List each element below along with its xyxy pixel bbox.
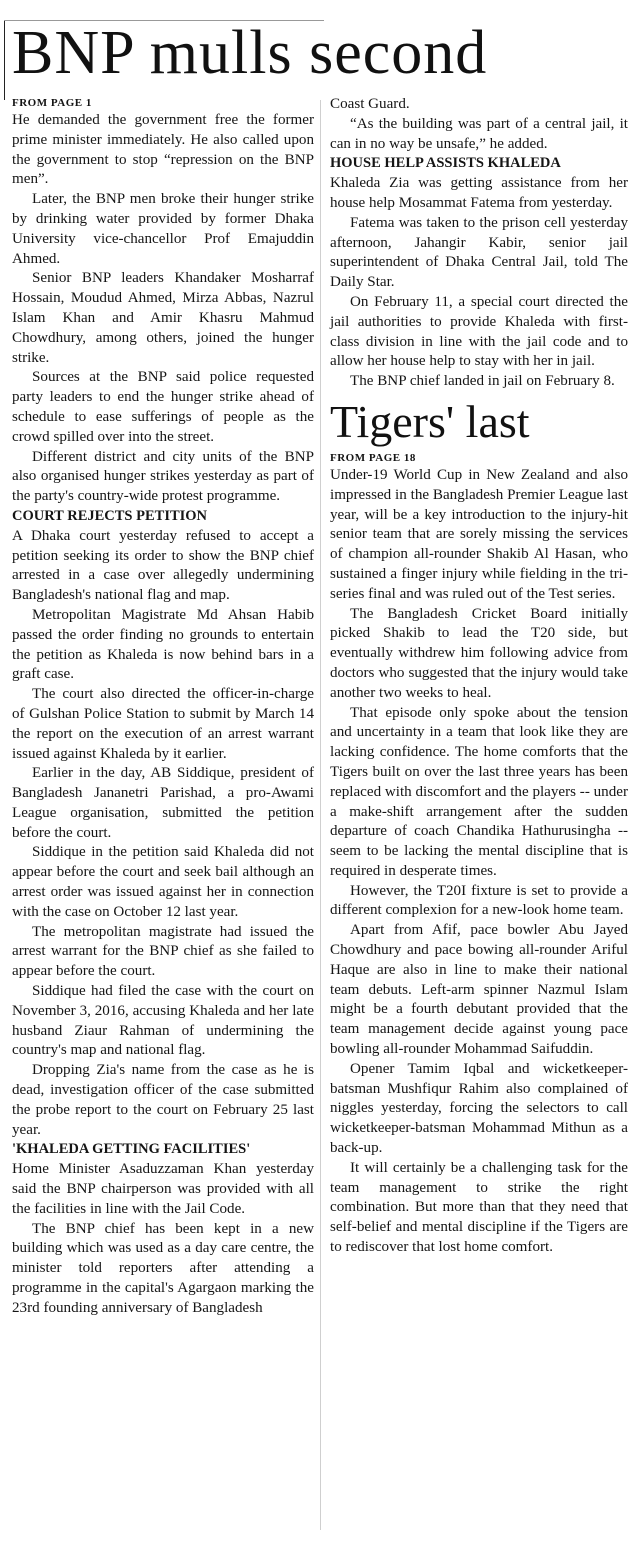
subheading: 'KHALEDA GETTING FACILITIES' [12,1141,251,1158]
paragraph: Fatema was taken to the prison cell yesterday afternoon, Jahangir Kabir, senior jail superintendent of Dhaka Central Jail, told The Daily Star. [330,214,628,291]
paragraph: Home Minister Asaduzzaman Khan yesterday said the BNP chairperson was provided with all the facilities in line with the Jail Code. [12,1161,314,1217]
paragraph: Siddique in the petition said Khaleda did not appear before the court and seek bail although an arrest order was issued against her in connection with the case on October 12 last year. [12,844,314,920]
paragraph: Khaleda Zia was getting assistance from her house help Mosammat Fatema from yesterday. [330,175,628,211]
column-divider [320,100,321,1530]
paragraph: Coast Guard. [330,96,410,112]
story1-kicker: FROM PAGE 1 [12,97,92,109]
headline-left-rule [4,20,5,100]
story1-left-body [12,111,314,1319]
paragraph: Metropolitan Magistrate Md Ahsan Habib passed the order finding no grounds to entertain the petition as Khaleda is now behind bars in a graft case. [12,606,314,683]
paragraph: The court also directed the officer-in-charge of Gulshan Police Station to submit by March 14 the report on the execution of an arrest warrant issued against Khaleda by it earlier. [12,686,314,762]
paragraph: Dropping Zia's name from the case as he is dead, investigation officer of the case submitted the probe report to the court on February 25 last year. [12,1062,314,1138]
paragraph: Different district and city units of the BNP also organised hunger strikes yesterday as part of the party's country-wide protest programme. [12,448,314,505]
paragraph: Apart from Afif, pace bowler Abu Jayed Chowdhury and pace bowing all-rounder Ariful Haque are also in line to make their national team debuts. Left-arm spinner Nazmul Islam might be a fourth debutant provided that the team management decide against young pace bowling all-rounder Mohammad Saifuddin. [330,922,628,1058]
paragraph: Earlier in the day, AB Siddique, president of Bangladesh Jananetri Parishad, a pro-Awami League organisation, submitted the petition before the court. [12,765,314,841]
story2-kicker: FROM PAGE 18 [330,451,416,464]
paragraph: The BNP chief has been kept in a new building which was used as a day care centre, the minister told reporters after attending a programme in the capital's Agargaon marking the 23rd founding anniversary of Bangladesh [12,1220,314,1316]
paragraph: That episode only spoke about the tension and uncertainty in a team that look like they are lacking confidence. The home comforts that the Tigers built on over the last three years has been replaced with discomfort and the players -- under a make-shift arrangement after the sudden departure of coach Chandika Hathurusingha -- seem to be lacking the mental discipline that is required in desperate times. [330,704,628,879]
paragraph: However, the T20I fixture is set to provide a different complexion for a new-look home team. [330,882,628,919]
paragraph: A Dhaka court yesterday refused to accept a petition seeking its order to show the BNP chief arrested in a case over allegedly undermining Bangladesh's national flag and map. [12,527,314,604]
story1-right-body [330,95,628,392]
paragraph: On February 11, a special court directed the jail authorities to provide Khaleda with first-class division in line with the jail code and to allow her house help to stay with her in jail. [330,293,628,370]
paragraph: It will certainly be a challenging task for the team management to strike the right combination. But more than that they need that self-belief and mental discipline if the Tigers are to rediscover that lost home comfort. [330,1159,628,1256]
paragraph: Under-19 World Cup in New Zealand and also impressed in the Bangladesh Premier League last year, will be a key introduction to the injury-hit senior team that are sorely missing the services of champion all-rounder Shakib Al Hasan, who sustained a finger injury while fielding in the tri-series final and was ruled out of the Test series. [330,466,628,602]
paragraph: Opener Tamim Iqbal and wicketkeeper-batsman Mushfiqur Rahim also complained of niggles yesterday, forcing the selectors to call wicketkeeper-batsman Mohammad Mithun as a back-up. [330,1060,628,1157]
paragraph: Sources at the BNP said police requested party leaders to end the hunger strike ahead of schedule to ease sufferings of people as the crowd spilled over into the street. [12,369,314,445]
paragraph: He demanded the government free the former prime minister immediately. He also called upon the government to stop “repression on the BNP men”. [12,112,314,188]
paragraph: The metropolitan magistrate had issued the arrest warrant for the BNP chief as she failed to appear before the court. [12,923,314,980]
story1-left-column [12,95,314,1319]
story2-headline: Tigers' last [330,395,530,447]
subheading: COURT REJECTS PETITION [12,507,208,524]
right-column [330,95,628,1258]
subheading: HOUSE HELP ASSISTS KHALEDA [330,155,561,172]
paragraph: Senior BNP leaders Khandaker Mosharraf Hossain, Moudud Ahmed, Mirza Abbas, Nazrul Islam Khan and Amir Khasru Mahmud Chowdhury, among others, joined the hunger strike. [12,270,314,366]
story2-body [330,466,628,1258]
paragraph: The BNP chief landed in jail on February 8. [350,373,615,390]
story1-headline: BNP mulls second [12,19,488,87]
paragraph: The Bangladesh Cricket Board initially picked Shakib to lead the T20 side, but eventually withdrew him following advice from doctors who suggested that the injury would take another two weeks to heal. [330,605,628,701]
paragraph: Siddique had filed the case with the court on November 3, 2016, accusing Khaleda and her late husband Ziaur Rahman of undermining the country's map and national flag. [12,983,314,1059]
paragraph: Later, the BNP men broke their hunger strike by drinking water provided by former Dhaka University vice-chancellor Prof Emajuddin Ahmed. [12,191,314,267]
paragraph: “As the building was part of a central jail, it can in no way be unsafe,” he added. [330,115,628,152]
